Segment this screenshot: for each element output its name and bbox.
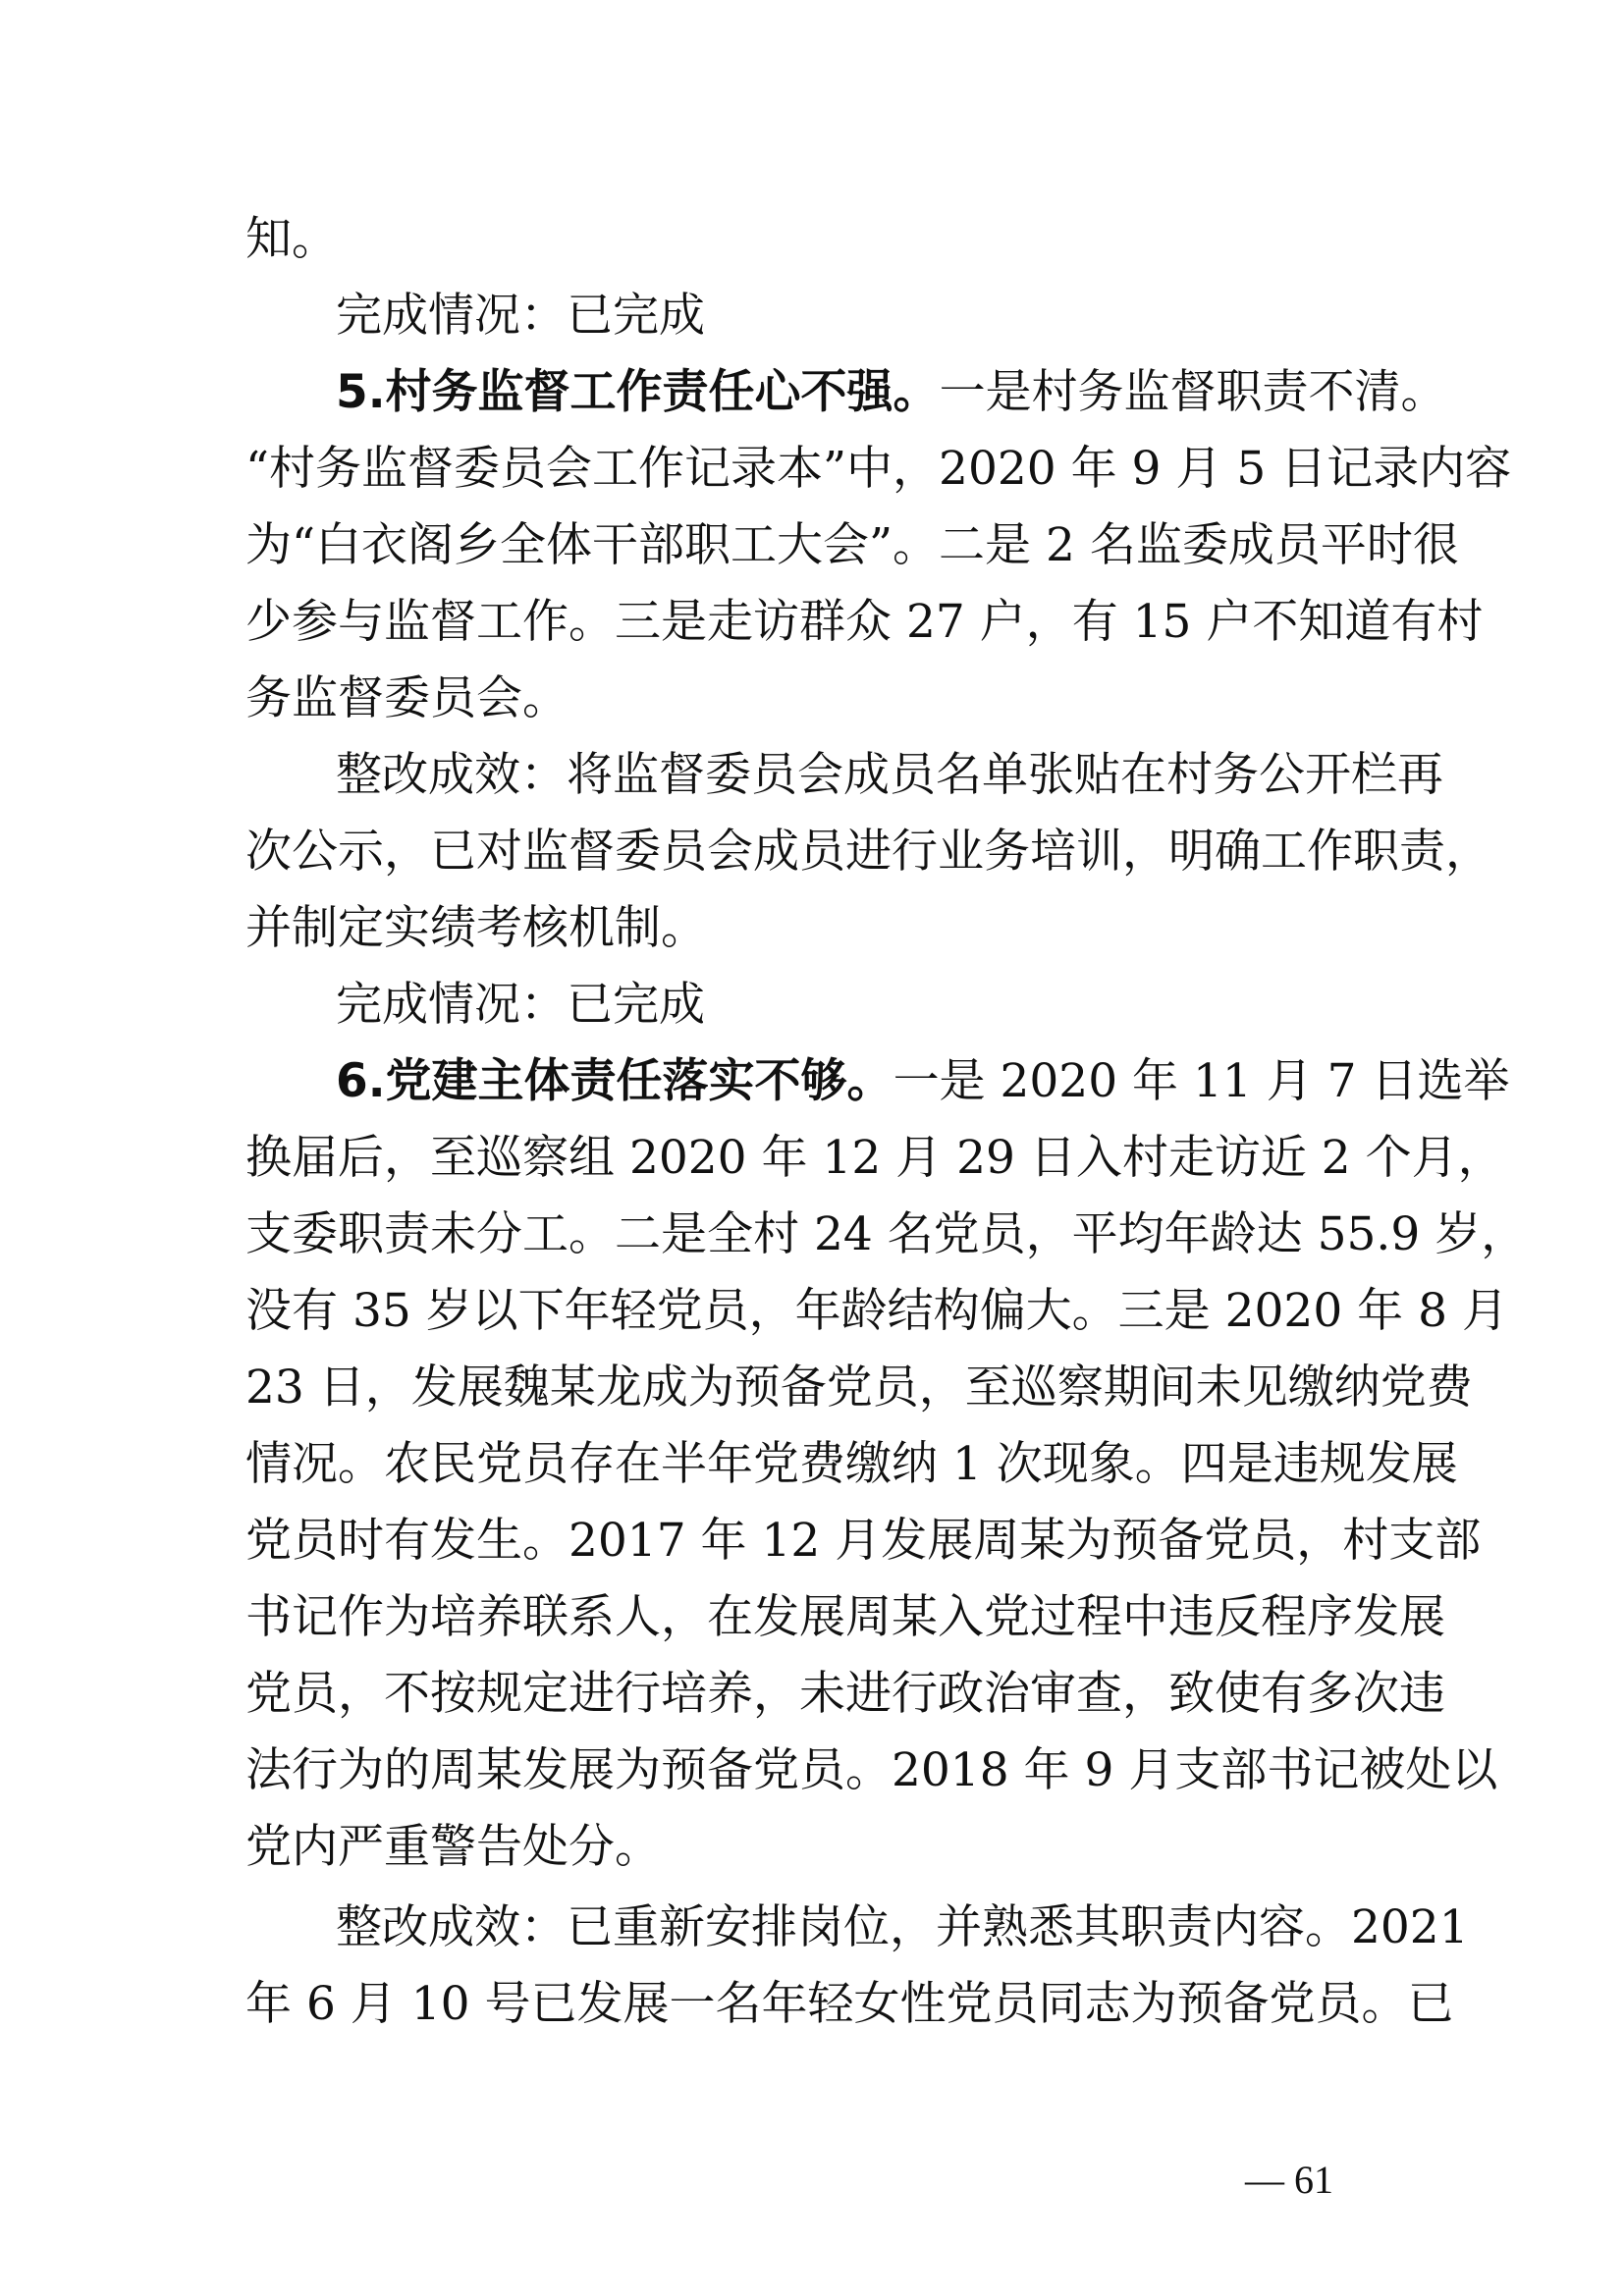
text-line: 务监督委员会。 <box>245 671 568 725</box>
text-line: 书记作为培养联系人，在发展周某入党过程中违反程序发展 <box>245 1590 1445 1644</box>
text-line: “村务监督委员会工作记录本”中，2020 年 9 月 5 日记录内容 <box>245 442 1512 496</box>
text-line: 法行为的周某发展为预备党员。2018 年 9 月支部书记被处以 <box>245 1743 1498 1797</box>
text-line: 支委职责未分工。二是全村 24 名党员，平均年龄达 55.9 岁， <box>245 1207 1528 1261</box>
text-span: 一是 2020 年 11 月 7 日选举 <box>893 1054 1510 1108</box>
result-line: 整改成效：已重新安排岗位，并熟悉其职责内容。2021 <box>336 1900 1469 1954</box>
text-line: 党员，不按规定进行培养，未进行政治审查，致使有多次违 <box>245 1667 1445 1721</box>
result-line: 整改成效：将监督委员会成员名单张贴在村务公开栏再 <box>336 748 1443 802</box>
text-span: 一是村务监督职责不清。 <box>939 365 1447 419</box>
text-line: 知。 <box>245 212 338 266</box>
text-line: 党内严重警告处分。 <box>245 1820 661 1874</box>
text-line: 少参与监督工作。三是走访群众 27 户，有 15 户不知道有村 <box>245 595 1484 649</box>
text-line: 党员时有发生。2017 年 12 月发展周某为预备党员，村支部 <box>245 1514 1482 1568</box>
section-5-heading-line <box>245 354 1447 431</box>
document-body <box>245 201 1528 2043</box>
text-line: 没有 35 岁以下年轻党员，年龄结构偏大。三是 2020 年 8 月 <box>245 1284 1508 1338</box>
text-line: 为“白衣阁乡全体干部职工大会”。二是 2 名监委成员平时很 <box>245 518 1459 572</box>
text-line: 次公示，已对监督委员会成员进行业务培训，明确工作职责， <box>245 825 1491 879</box>
text-line: 23 日，发展魏某龙成为预备党员，至巡察期间未见缴纳党费 <box>245 1361 1473 1415</box>
page-number: — 61 <box>1245 2158 1333 2202</box>
text-line: 并制定实绩考核机制。 <box>245 901 707 955</box>
section-5-heading: 5.村务监督工作责任心不强。 <box>336 365 940 419</box>
text-line: 年 6 月 10 号已发展一名年轻女性党员同志为预备党员。已 <box>245 1977 1454 2031</box>
section-6-heading-line <box>245 1043 1510 1120</box>
section-6-heading: 6.党建主体责任落实不够。 <box>336 1054 893 1108</box>
status-line: 完成情况：已完成 <box>336 978 705 1032</box>
text-line: 换届后，至巡察组 2020 年 12 月 29 日入村走访近 2 个月， <box>245 1131 1504 1185</box>
text-line: 情况。农民党员存在半年党费缴纳 1 次现象。四是违规发展 <box>245 1437 1458 1491</box>
status-line: 完成情况：已完成 <box>336 289 705 343</box>
